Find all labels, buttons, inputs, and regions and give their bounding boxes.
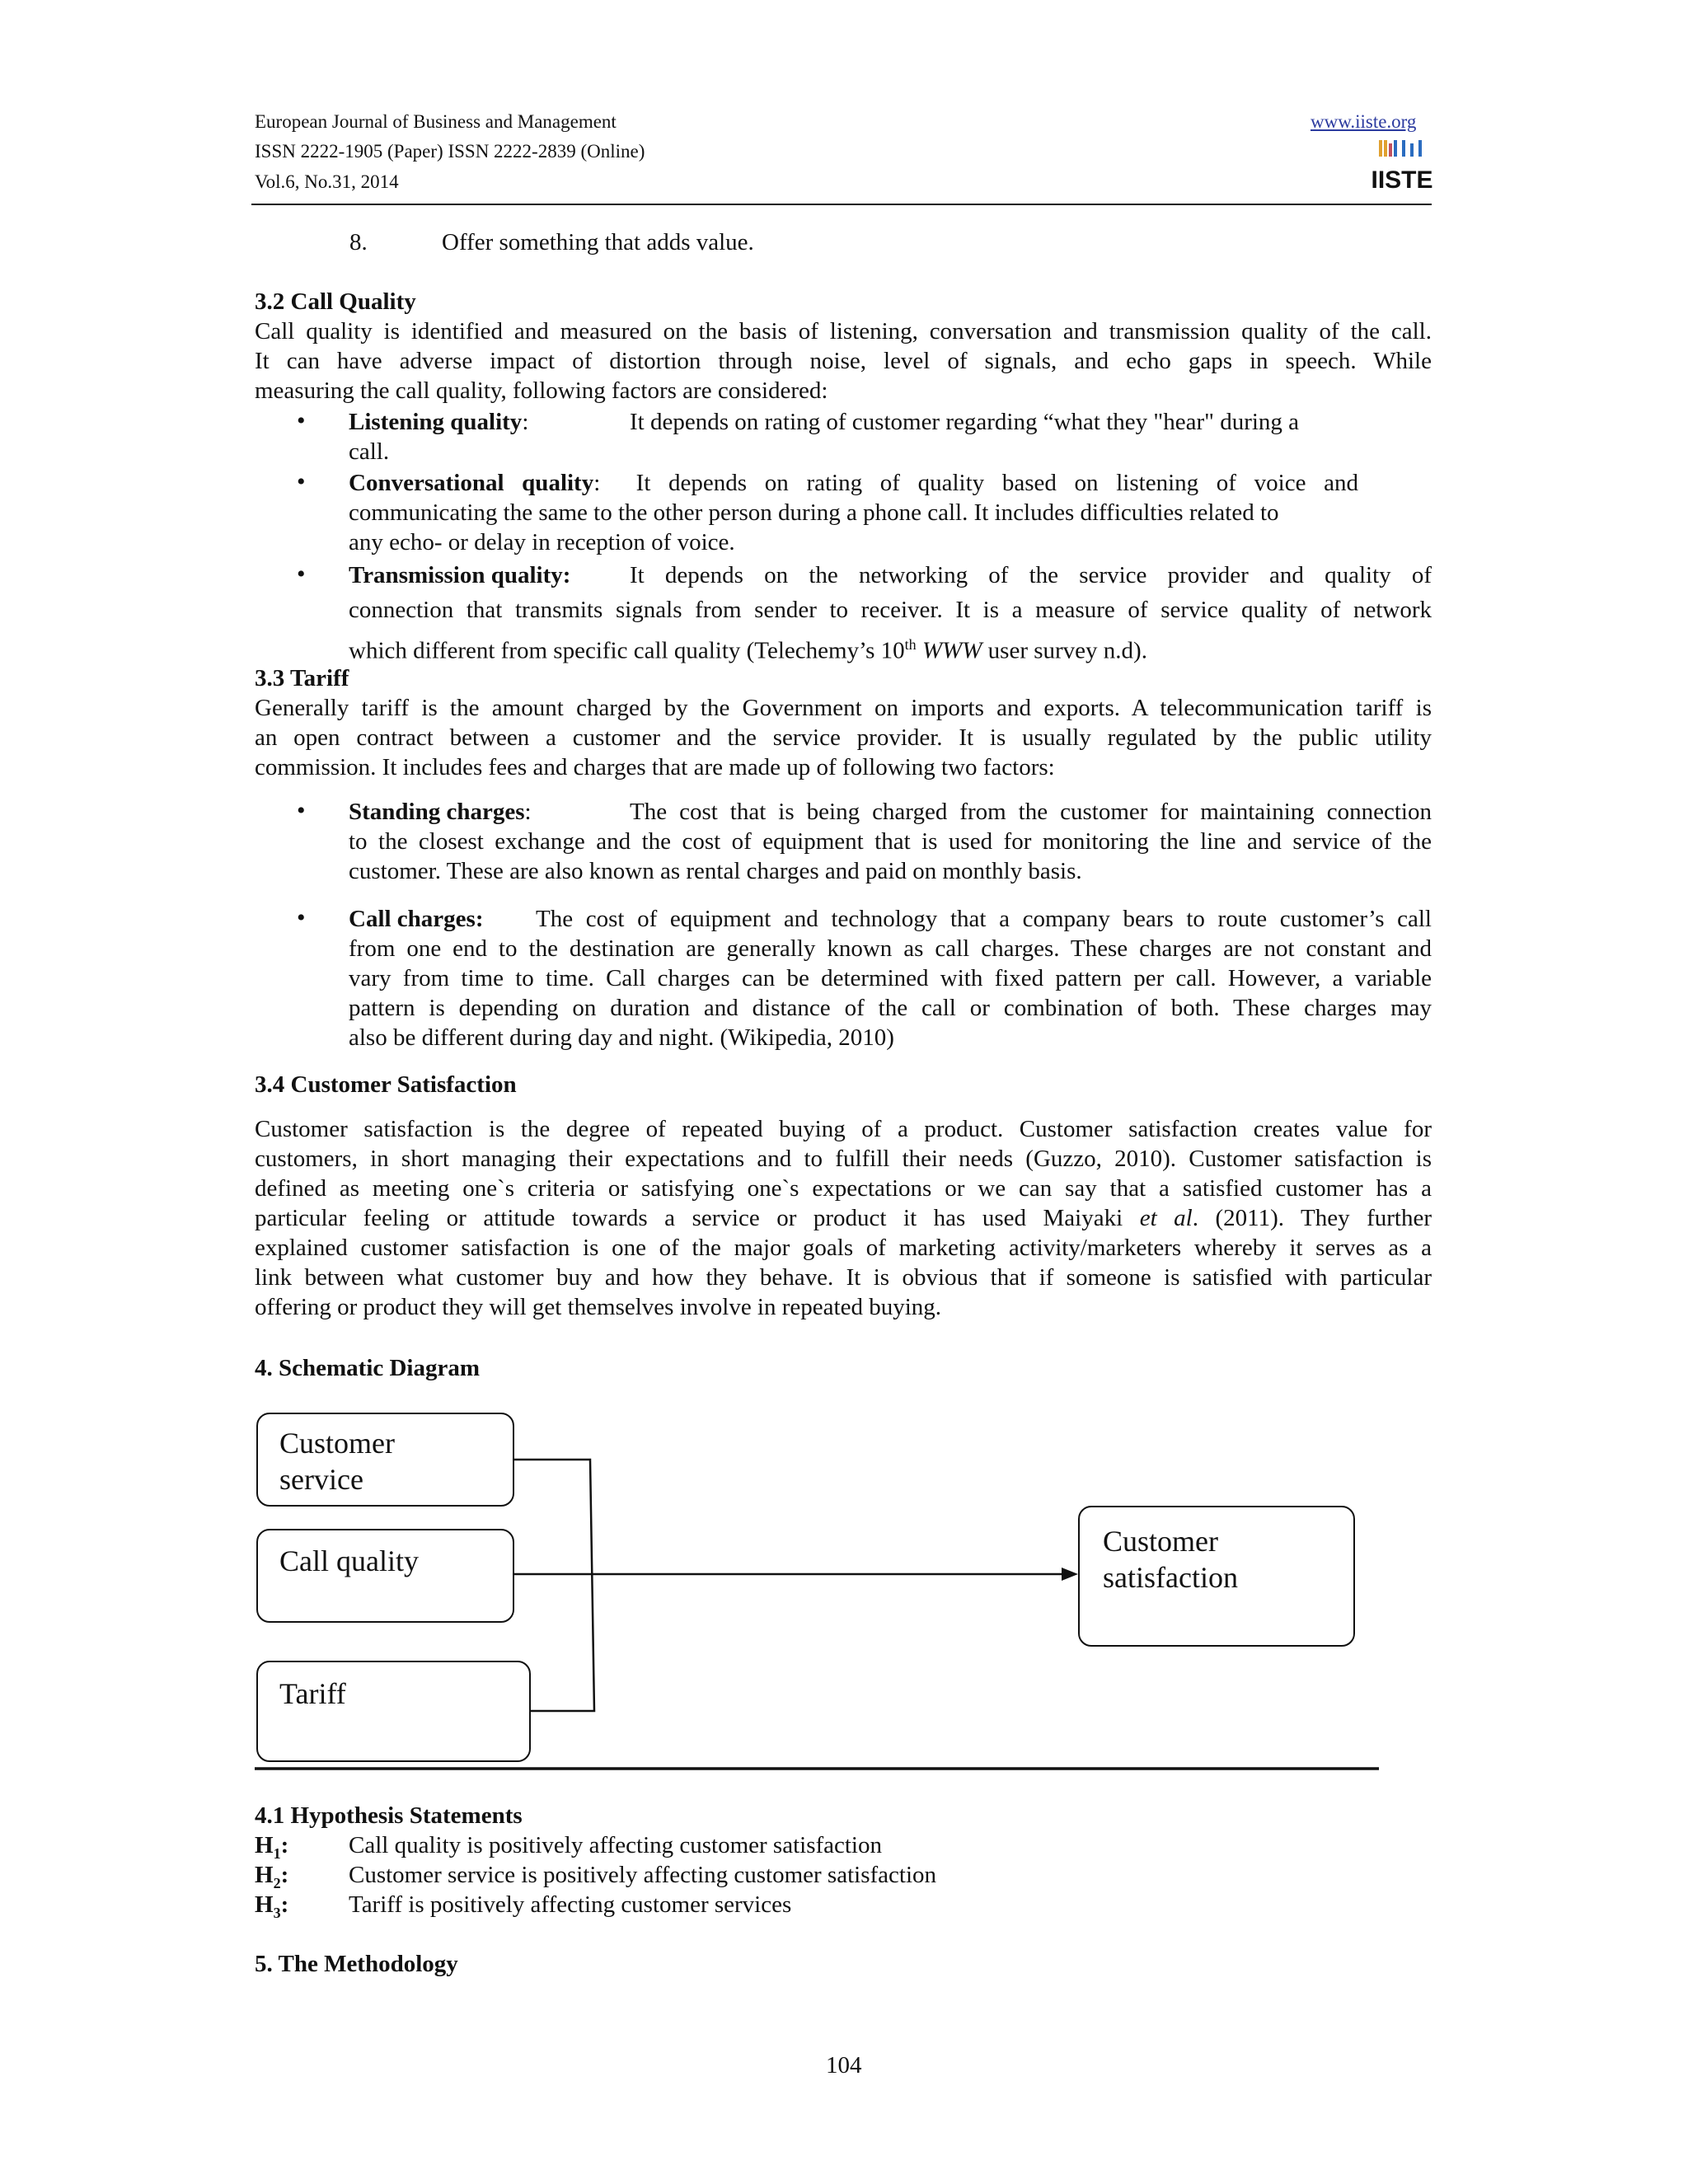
paragraph-line: offering or product they will get themselves involve in repeated buying. — [255, 1294, 941, 1320]
bullet-icon: • — [297, 904, 306, 931]
heading-4-1: 4.1 Hypothesis Statements — [255, 1802, 523, 1829]
box-label: Customer — [279, 1427, 395, 1460]
call-charges-text: The cost of equipment and technology that a company bears to route customer’s call — [536, 906, 1432, 932]
hypothesis-text: Call quality is positively affecting customer satisfaction — [349, 1832, 882, 1858]
transmission-cont: which different from specific call quality (Telechemy’s 10th WWW user survey n.d). — [349, 636, 1147, 664]
call-charges-cont: pattern is depending on duration and distance of the call or combination of both. These charges may — [349, 995, 1432, 1021]
paragraph-line: particular feeling or attitude towards a service or product it has used Maiyaki et al. (2011). They further — [255, 1205, 1432, 1231]
transmission-cont: connection that transmits signals from sender to receiver. It is a measure of service quality of network — [349, 597, 1432, 623]
logo-text: IISTE — [1371, 166, 1433, 194]
listening-quality-cont: call. — [349, 438, 390, 465]
heading-4: 4. Schematic Diagram — [255, 1355, 481, 1381]
term-listening-quality: Listening quality: — [349, 409, 529, 435]
call-charges-cont: also be different during day and night. (Wikipedia, 2010) — [349, 1024, 894, 1051]
heading-3-3: 3.3 Tariff — [255, 665, 349, 691]
call-charges-cont: from one end to the destination are generally known as call charges. These charges are not constant and — [349, 935, 1432, 962]
standing-cont: to the closest exchange and the cost of equipment that is used for monitoring the line and service of the — [349, 828, 1432, 855]
hypothesis-label: $H_3$: — [255, 1891, 289, 1921]
call-charges-cont: vary from time to time. Call charges can be determined with fixed pattern per call. However, a variable — [349, 965, 1432, 991]
standing-cont: customer. These are also known as rental charges and paid on monthly basis. — [349, 858, 1082, 884]
journal-name: European Journal of Business and Management — [255, 111, 617, 132]
list-number-8: 8. — [349, 229, 368, 255]
hypothesis-label: $H_2$: — [255, 1862, 289, 1891]
term-transmission-quality: Transmission quality: — [349, 562, 571, 588]
paragraph-line: defined as meeting one`s criteria or satisfying one`s expectations or we can say that a satisfied customer has a — [255, 1175, 1432, 1202]
term-standing-charges: Standing charges: — [349, 799, 532, 825]
page-number: 104 — [826, 2052, 862, 2079]
transmission-text: It depends on the networking of the service provider and quality of — [630, 562, 1432, 588]
paragraph-line: commission. It includes fees and charges that are made up of following two factors: — [255, 754, 1055, 780]
issn: ISSN 2222-1905 (Paper) ISSN 2222-2839 (Online) — [255, 141, 645, 162]
hypothesis-text: Tariff is positively affecting customer services — [349, 1891, 792, 1918]
bullet-icon: • — [297, 797, 306, 824]
hypothesis-text: Customer service is positively affecting customer satisfaction — [349, 1862, 937, 1888]
paragraph-line: explained customer satisfaction is one of the major goals of marketing activity/marketers whereby it serves as a — [255, 1235, 1432, 1261]
standing-text: The cost that is being charged from the customer for maintaining connection — [630, 799, 1432, 825]
bullet-icon: • — [297, 560, 306, 588]
box-label: service — [279, 1463, 363, 1496]
heading-3-4: 3.4 Customer Satisfaction — [255, 1071, 517, 1098]
listening-quality-text: It depends on rating of customer regarding “what they "hear" during a — [630, 409, 1300, 435]
hypothesis-label: $H_1$: — [255, 1832, 289, 1862]
conversational-cont: any echo- or delay in reception of voice. — [349, 529, 735, 555]
heading-5: 5. The Methodology — [255, 1951, 458, 1977]
term-call-charges: Call charges: — [349, 906, 484, 932]
bullet-icon: • — [297, 468, 306, 495]
box-label: Tariff — [279, 1677, 346, 1710]
list-item-8: Offer something that adds value. — [442, 229, 754, 255]
arrow-head-icon — [1062, 1568, 1078, 1581]
website-link[interactable]: www.iiste.org — [1311, 111, 1417, 132]
paragraph-line: an open contract between a customer and the service provider. It is usually regulated by the public utility — [255, 724, 1432, 751]
paragraph-line: Call quality is identified and measured on the basis of listening, conversation and transmission quality of the call. — [255, 318, 1432, 344]
volume: Vol.6, No.31, 2014 — [255, 171, 399, 192]
conversational-cont: communicating the same to the other person during a phone call. It includes difficulties related to — [349, 499, 1279, 526]
paragraph-line: link between what customer buy and how they behave. It is obvious that if someone is satisfied with particular — [255, 1264, 1432, 1291]
box-label: Customer — [1103, 1525, 1218, 1558]
bullet-icon: • — [297, 407, 306, 434]
paragraph-line: Generally tariff is the amount charged by the Government on imports and exports. A telecommunication tariff is — [255, 695, 1432, 721]
box-label: satisfaction — [1103, 1561, 1238, 1594]
paragraph-line: customers, in short managing their expectations and to fulfill their needs (Guzzo, 2010). Customer satisfaction is — [255, 1146, 1432, 1172]
box-label: Call quality — [279, 1544, 419, 1577]
paragraph-line: measuring the call quality, following factors are considered: — [255, 377, 828, 404]
paragraph-line: It can have adverse impact of distortion through noise, level of signals, and echo gaps in speech. While — [255, 348, 1432, 374]
term-conversational-quality: Conversational quality: It depends on rating of quality based on listening of voice and — [349, 470, 1358, 496]
heading-3-2: 3.2 Call Quality — [255, 288, 416, 315]
bracket-line — [514, 1460, 594, 1711]
paragraph-line: Customer satisfaction is the degree of repeated buying of a product. Customer satisfaction creates value for — [255, 1116, 1432, 1142]
